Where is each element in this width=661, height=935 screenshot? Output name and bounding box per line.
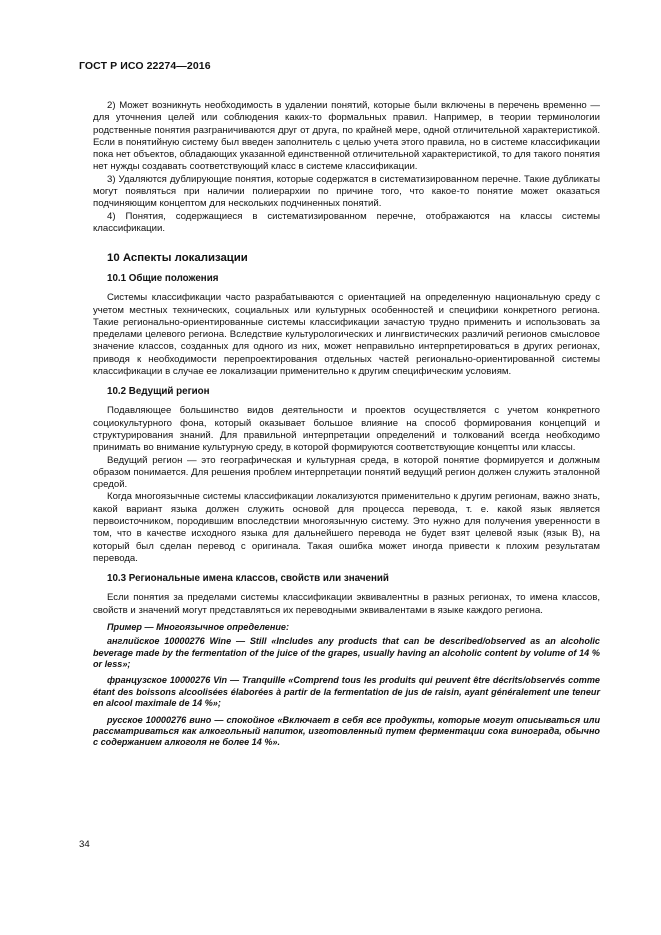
body-paragraph: Если понятия за пределами системы классификации эквивалентны в разных регионах, то имена классов, свойств и значений могут представляться их переводными эквивалентами в языке каждого региона. (93, 592, 600, 616)
example-block (93, 622, 600, 749)
page-content (93, 100, 600, 754)
example-item-french: французское 10000276 Vin — Tranquille «Comprend tous les produits qui peuvent être décrits/observés comme étant des boissons alcoolisées élaborées à partir de la fermentation de jus de raisin, ayant généralement une teneur en alcool maximale de 14 %»; (93, 675, 600, 709)
subsection-heading: 10.2 Ведущий регион (107, 386, 210, 398)
example-item-russian: русское 10000276 вино — спокойное «Включает в себя все продукты, которые могут описываться или рассматриваться как алкогольный напиток, изготовленный путем ферментации сока винограда, обычно с содержанием алкоголя не более 14 %». (93, 714, 600, 748)
body-paragraph: 3) Удаляются дублирующие понятия, которые содержатся в систематизированном перечне. Такие дубликаты могут появляться при наличии полиерархии по причине того, что какое-то понятие может оказаться подчиняющим концептом для нескольких подчиненных понятий. (93, 173, 600, 210)
example-label: Пример — Многоязычное определение: (107, 621, 289, 632)
document-header: ГОСТ Р ИСО 22274—2016 (79, 60, 211, 72)
body-paragraph: 4) Понятия, содержащиеся в систематизированном перечне, отображаются на классы системы классификации. (93, 210, 600, 234)
body-paragraph: Когда многоязычные системы классификации локализуются применительно к другим регионам, важно знать, какой вариант языка должен служить основой для процесса перевода, т. е. какой язык является первоисточником, породившим впоследствии многоязычную систему. Это нужно для получения уверенности в том, что в качестве исходного языка для дальнейшего перевода не будет взят целевой язык (язык B), на который был сделан перевод с оригинала. Такая ошибка может иногда привести к плохим результатам перевода. (93, 491, 600, 564)
subsection-heading: 10.1 Общие положения (107, 273, 219, 285)
page-number: 34 (79, 839, 90, 850)
section-heading: 10 Аспекты локализации (107, 252, 248, 265)
subsection-heading: 10.3 Региональные имена классов, свойств или значений (107, 573, 389, 585)
body-paragraph: Подавляющее большинство видов деятельности и проектов осуществляется с учетом конкретного социокультурного фона, который оказывает большое влияние на способ формирования концепций и структурирования знаний. Для правильной интерпретации определений и толкований всегда необходимо принимать во внимание культурную среду, в которой формируются соответствующие концепты или классы. (93, 405, 600, 454)
body-paragraph: 2) Может возникнуть необходимость в удалении понятий, которые были включены в перечень временно — для уточнения целей или соблюдения каких-то формальных правил. Например, в теории терминологии родственные понятия разграничиваются друг от друга, по крайней мере, одной отличительной характеристикой. Если в понятийную систему был введен заполнитель с целью учета этого правила, но в системе классификации пока нет объектов, обладающих указанной единственной отличительной характеристикой, то для такого понятия нет нужды создавать соответствующий класс в системе классификации. (93, 100, 600, 173)
body-paragraph: Системы классификации часто разрабатываются с ориентацией на определенную национальную среду с учетом местных технических, социальных или культурных особенностей и специфики конкретного региона. Такие регионально-ориентированные системы классификации зачастую трудно применить и использовать за пределами целевого региона. Вследствие культурологических и лингвистических различий регионов смысловое значение классов, созданных для одного из них, может неправильно интерпретироваться в других регионах, приводя к необходимости перепроектирования отдельных частей регионально-ориентированной системы классификации в случае ее локализации применительно к другим специфическим условиям. (93, 292, 600, 378)
example-item-english: английское 10000276 Wine — Still «Includes any products that can be described/observed as an alcoholic beverage made by the fermentation of the juice of the grapes, usually having an alcoholic content by volume of 14 % or less»; (93, 636, 600, 670)
body-paragraph: Ведущий регион — это географическая и культурная среда, в которой понятие формируется и должным образом понимается. Для решения проблем интерпретации понятий ведущий регион должен служить эталонной средой. (93, 454, 600, 491)
